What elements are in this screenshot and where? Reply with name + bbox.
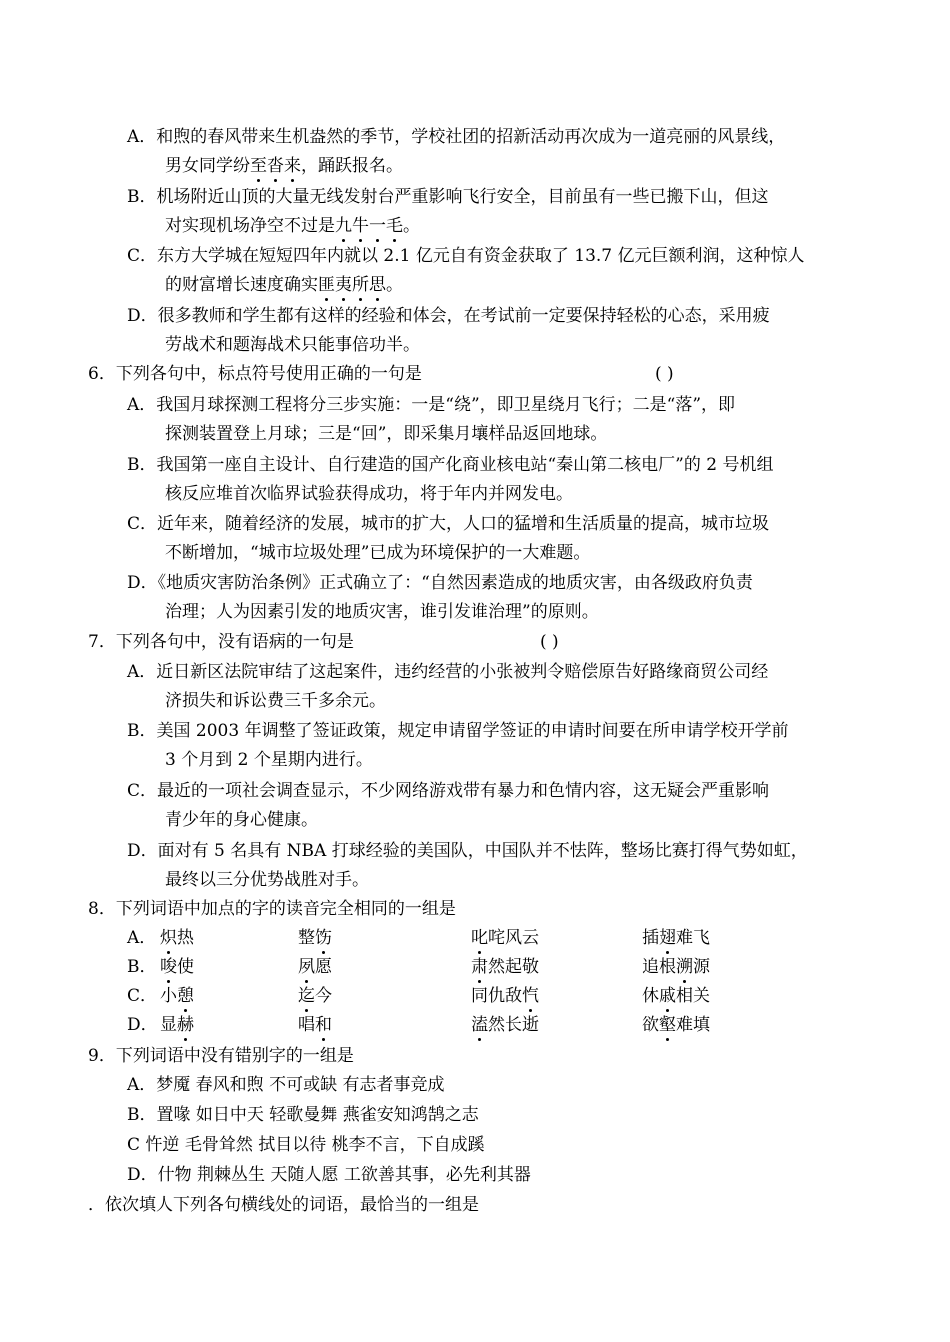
q5-option-b-line1: B．机场附近山顶的大量无线发射台严重影响飞行安全，目前虽有一些已搬下山，但这 xyxy=(127,187,769,207)
q9-option-c: C 忤逆 毛骨耸然 拭目以待 桃李不言，下自成蹊 xyxy=(127,1135,485,1155)
q8-word: 肃然起敬 xyxy=(471,957,539,977)
text-segment: 。 xyxy=(403,216,420,236)
q5-option-d-line1: D．很多教师和学生都有这样的经验和体会，在考试前一定要保持轻松的心态，采用疲 xyxy=(127,306,770,326)
dotted-char: 至 xyxy=(250,156,267,176)
dotted-char: 所 xyxy=(352,275,369,295)
q7-option-a-line2: 济损失和诉讼费三千多余元。 xyxy=(165,691,386,711)
q5-option-c-line1: C．东方大学城在短短四年内就以 2.1 亿元自有资金获取了 13.7 亿元巨额利润，这种惊人 xyxy=(127,246,805,266)
q8-option-label: B． xyxy=(127,957,157,977)
text-segment: 。 xyxy=(386,275,403,295)
text-segment: 对实现机场净空不过是 xyxy=(165,216,335,236)
q9-option-d: D．什物 荆棘丛生 天随人愿 工欲善其事，必先利其器 xyxy=(127,1165,531,1185)
q9-stem: 9．下列词语中没有错别字的一组是 xyxy=(88,1046,354,1066)
dotted-char: 思 xyxy=(369,275,386,295)
q8-word: 溘然长逝 xyxy=(471,1015,539,1035)
q6-stem: 6．下列各句中，标点符号使用正确的一句是 xyxy=(88,364,422,384)
q6-option-c-line2: 不断增加，“城市垃圾处理”已成为环境保护的一大难题。 xyxy=(165,543,591,563)
dotted-char: 翅 xyxy=(659,928,676,948)
q6-option-a-line1: A．我国月球探测工程将分三步实施：一是“绕”，即卫星绕月飞行；二是“落”，即 xyxy=(127,395,736,415)
text-segment: 男女同学纷 xyxy=(165,156,250,176)
text-segment: ，踊跃报名。 xyxy=(301,156,403,176)
dotted-char: 炽 xyxy=(160,928,177,948)
dotted-char: 赫 xyxy=(177,1015,194,1035)
q7-option-b-line1: B．美国 2003 年调整了签证政策，规定申请留学签证的申请时间要在所申请学校开学前 xyxy=(127,721,789,741)
q8-word: 追根溯源 xyxy=(642,957,710,977)
q9-option-b: B．置喙 如日中天 轻歌曼舞 燕雀安知鸿鹄之志 xyxy=(127,1105,479,1125)
dotted-char: 忾 xyxy=(522,986,539,1006)
dotted-char: 和 xyxy=(315,1015,332,1035)
dotted-char: 戚 xyxy=(659,986,676,1006)
q7-option-c-line1: C．最近的一项社会调查显示，不少网络游戏带有暴力和色情内容，这无疑会严重影响 xyxy=(127,781,770,801)
q8-word: 同仇敌忾 xyxy=(471,986,539,1006)
q6-option-c-line1: C．近年来，随着经济的发展，城市的扩大，人口的猛增和生活质量的提高，城市垃圾 xyxy=(127,514,770,534)
q8-option-label: A． xyxy=(127,928,157,948)
q6-option-d-line2: 治理；人为因素引发的地质灾害，谁引发谁治理”的原则。 xyxy=(165,602,599,622)
q8-stem: 8．下列词语中加点的字的读音完全相同的一组是 xyxy=(88,899,456,919)
q7-option-b-line2: 3 个月到 2 个星期内进行。 xyxy=(165,750,373,770)
dotted-char: 牛 xyxy=(352,216,369,236)
q8-word: 休戚相关 xyxy=(642,986,710,1006)
q6-option-b-line2: 核反应堆首次临界试验获得成功，将于年内并网发电。 xyxy=(165,484,573,504)
q5-option-d-line2: 劳战术和题海战术只能事倍功半。 xyxy=(165,335,420,355)
q8-word: 唱和 xyxy=(298,1015,332,1035)
dotted-char: 唆 xyxy=(160,957,177,977)
q8-word: 唆使 xyxy=(160,957,194,977)
dotted-char: 饬 xyxy=(315,928,332,948)
q8-word: 夙愿 xyxy=(298,957,332,977)
dotted-char: 叱 xyxy=(471,928,488,948)
q10-stem: ．依次填人下列各句横线处的词语，最恰当的一组是 xyxy=(88,1195,479,1215)
q6-option-a-line2: 探测装置登上月球；三是“回”，即采集月壤样品返回地球。 xyxy=(165,424,608,444)
q8-word: 小憩 xyxy=(160,986,194,1006)
q8-option-label: C． xyxy=(127,986,158,1006)
dotted-char: 一 xyxy=(369,216,386,236)
dotted-char: 来 xyxy=(284,156,301,176)
dotted-char: 夙 xyxy=(298,957,315,977)
q8-word: 迄今 xyxy=(298,986,332,1006)
q7-option-c-line2: 青少年的身心健康。 xyxy=(165,810,318,830)
dotted-char: 肃 xyxy=(471,957,488,977)
q7-option-a-line1: A．近日新区法院审结了这起案件，违约经营的小张被判令赔偿原告好路缘商贸公司经 xyxy=(127,662,769,682)
q8-word: 欲壑难填 xyxy=(642,1015,710,1035)
q8-word: 插翅难飞 xyxy=(642,928,710,948)
q5-option-a-line2 xyxy=(165,155,403,177)
q7-option-d-line2: 最终以三分优势战胜对手。 xyxy=(165,870,369,890)
q9-option-a: A．梦魇 春风和煦 不可或缺 有志者事竞成 xyxy=(127,1075,445,1095)
dotted-char: 毛 xyxy=(386,216,403,236)
q5-option-a-line1: A．和煦的春风带来生机盎然的季节，学校社团的招新活动再次成为一道亮丽的风景线， xyxy=(127,127,786,147)
q5-option-b-line2 xyxy=(165,215,420,237)
dotted-char: 溯 xyxy=(676,957,693,977)
q8-option-label: D． xyxy=(127,1015,158,1035)
q8-word: 炽热 xyxy=(160,928,194,948)
q8-word: 叱咤风云 xyxy=(471,928,539,948)
q6-answer-bracket: ( ) xyxy=(655,364,674,384)
dotted-char: 匪 xyxy=(318,275,335,295)
q7-option-d-line1: D．面对有 5 名具有 NBA 打球经验的美国队，中国队并不怯阵，整场比赛打得气势如虹， xyxy=(127,841,808,861)
dotted-char: 迄 xyxy=(298,986,315,1006)
q6-option-d-line1: D．《地质灾害防治条例》正式确立了：“自然因素造成的地质灾害，由各级政府负责 xyxy=(127,573,753,593)
q8-word: 整饬 xyxy=(298,928,332,948)
q7-answer-bracket: ( ) xyxy=(540,632,559,652)
dotted-char: 九 xyxy=(335,216,352,236)
q7-stem: 7．下列各句中，没有语病的一句是 xyxy=(88,632,354,652)
dotted-char: 憩 xyxy=(177,986,194,1006)
dotted-char: 夷 xyxy=(335,275,352,295)
dotted-char: 沓 xyxy=(267,156,284,176)
q6-option-b-line1: B．我国第一座自主设计、自行建造的国产化商业核电站“秦山第二核电厂”的 2 号机组 xyxy=(127,455,774,475)
text-segment: 的财富增长速度确实 xyxy=(165,275,318,295)
q5-option-c-line2 xyxy=(165,274,403,296)
q8-word: 显赫 xyxy=(160,1015,194,1035)
dotted-char: 壑 xyxy=(659,1015,676,1035)
dotted-char: 溘 xyxy=(471,1015,488,1035)
